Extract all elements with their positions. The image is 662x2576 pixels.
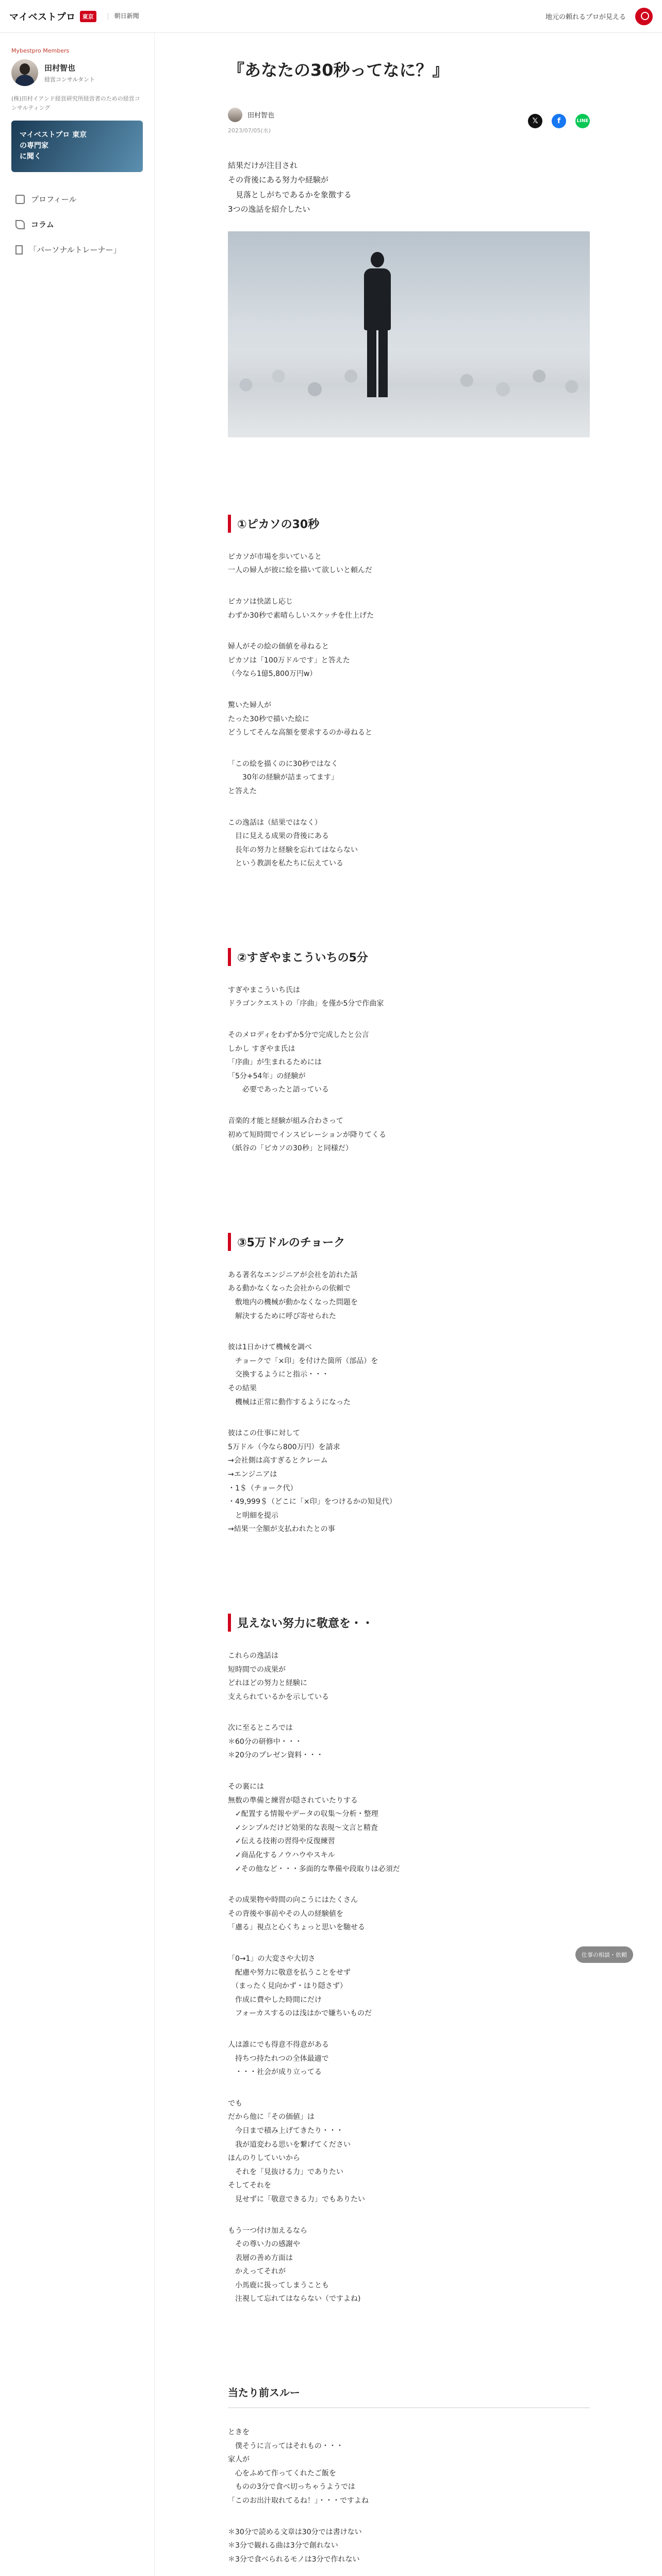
paragraph-line: と明細を提示 — [228, 1511, 278, 1520]
paragraph-line: ✓配置する情報やデータの収集～分析・整理 — [228, 1810, 378, 1819]
paragraph-line: 無数の準備と練習が隠されていたりする — [228, 1796, 358, 1805]
paragraph-line: 30年の経験が詰まってます」 — [228, 773, 338, 782]
paragraph-line: 目に見える成果の背後にある — [228, 832, 329, 841]
paragraph-line: 解決するために呼び寄せられた — [228, 1312, 336, 1320]
paragraph-line: 敷地内の機械が動かなくなった問題を — [228, 1298, 358, 1307]
bookmark-icon — [15, 245, 23, 255]
paragraph-line: ・1＄（チョーク代） — [228, 1484, 297, 1493]
paragraph-line: そしてそれを — [228, 2181, 271, 2190]
paragraph-line: ものの3分で食べ切っちゃうようでは — [228, 2483, 355, 2492]
avatar — [11, 59, 38, 86]
paragraph-line: 5万ドル（今なら800万円）を請求 — [228, 1443, 340, 1451]
paragraph-line: 初めて短時間でインスピレーションが降りてくる — [228, 1130, 387, 1139]
paragraph-line: ✓その他など・・・多面的な準備や段取りは必須だ — [228, 1865, 400, 1873]
paragraph-line: （まったく見向かず・ほり隠さず） — [228, 1982, 347, 1991]
paragraph-line: ✓伝える技術の習得や反復練習 — [228, 1837, 335, 1846]
paragraph-line: しかし すぎやま氏は — [228, 1044, 295, 1053]
paragraph — [228, 984, 590, 1011]
paragraph-line: 人は誰にでも得意不得意がある — [228, 2040, 329, 2049]
paragraph-line: ピカソは「100万ドルです」と答えた — [228, 656, 350, 665]
paragraph-line: その背後や事前やその人の経験値を — [228, 1909, 343, 1918]
author-name: 田村智也 — [247, 112, 275, 120]
paragraph-line: 婦人がその絵の価値を尋ねると — [228, 642, 329, 651]
paragraph-line: 音楽的才能と経験が組み合わさって — [228, 1117, 343, 1126]
paragraph-line: （紙谷の「ピカソの30秒」と同様だ） — [228, 1144, 353, 1153]
article-meta — [228, 108, 590, 134]
paragraph — [228, 1028, 590, 1097]
paragraph-line: その成果物や時間の向こうにはたくさん — [228, 1896, 358, 1905]
paragraph — [228, 550, 590, 578]
paragraph-line: ピカソは快諾し応じ — [228, 597, 293, 606]
sidebar-banner[interactable]: マイベストプロ 東京 の専門家 に聞く — [11, 121, 143, 172]
paragraph-line: →エンジニアは — [228, 1470, 277, 1479]
paragraph-line: という教訓を私たちに伝えている — [228, 859, 343, 868]
intro-line: その背後にある努力や経験が — [228, 175, 329, 185]
paragraph-line: ときを — [228, 2428, 250, 2437]
paragraph-line: 見せずに「敬意できる力」でもありたい — [228, 2195, 365, 2204]
paragraph — [228, 1341, 590, 1409]
paragraph-line: 交換するようにと指示・・・ — [228, 1370, 329, 1379]
paragraph-line: 僕そうに言ってはそれもの・・・ — [228, 2442, 343, 2450]
paragraph-line: →結果一全額が支払われたとの事 — [228, 1525, 335, 1534]
sidebar-item-label: プロフィール — [31, 195, 77, 205]
paragraph-line: その裏には — [228, 1783, 264, 1791]
paragraph — [228, 816, 590, 871]
facebook-icon[interactable]: f — [552, 114, 566, 128]
paragraph — [228, 2224, 590, 2307]
paragraph-line: 持ちつ持たれつの全体最適で — [228, 2054, 329, 2063]
paragraph-line: 短時間での成果が — [228, 1665, 286, 1674]
consult-button[interactable]: 仕事の相談・依頼 — [575, 1946, 633, 1963]
line-icon[interactable]: LINE — [575, 114, 590, 128]
paragraph-line: 「0→1」の大変さや大切さ — [228, 1955, 316, 1963]
paragraph-line: ＊3分で観れる曲は3分で創れない — [228, 2541, 338, 2550]
paragraph — [228, 640, 590, 681]
paragraph-line: ・49,999＄（どこに「×印」をつけるかの知見代） — [228, 1498, 396, 1506]
paragraph-line: 「序曲」が生まれるためには — [228, 1058, 322, 1067]
section-heading: 見えない努力に敬意を・・ — [228, 1614, 590, 1632]
article-date: 2023/07/05(水) — [228, 127, 271, 134]
paragraph — [228, 757, 590, 799]
paragraph — [228, 1952, 590, 2021]
paragraph-line: でも — [228, 2099, 242, 2108]
paragraph-line: この逸話は（結果ではなく） — [228, 818, 322, 827]
sidebar — [0, 33, 155, 2576]
article-main — [155, 33, 662, 2576]
paragraph-line: ＊60分の研修中・・・ — [228, 1737, 302, 1746]
article-intro — [228, 158, 590, 217]
paragraph-line: 心をふめて作ってくれたご飯を — [228, 2469, 336, 2478]
paragraph-line: フォーカスするのは浅はかで嫌ちいものだ — [228, 2009, 372, 2018]
intro-line: 結果だけが注目され — [228, 160, 298, 170]
paragraph — [228, 2426, 590, 2508]
share-buttons — [528, 114, 590, 128]
paragraph-line: その尊い力の感謝や — [228, 2240, 300, 2249]
paragraph-line: もう一つ付け加えるなら — [228, 2226, 307, 2235]
paragraph — [228, 2526, 590, 2567]
paragraph-line: 家人が — [228, 2455, 250, 2464]
paragraph-line: これらの逸話は — [228, 1651, 278, 1660]
paragraph-line: かえってそれが — [228, 2267, 286, 2276]
paragraph-line: →会社側は高すぎるとクレーム — [228, 1456, 328, 1465]
paragraph-line: 「慮る」視点と心くちょっと思いを馳せる — [228, 1923, 365, 1932]
paragraph — [228, 699, 590, 740]
paragraph-line: だから他に「その価値」は — [228, 2113, 315, 2122]
paragraph-line: 小馬鹿に扱ってしまうことも — [228, 2281, 329, 2290]
paragraph — [228, 2038, 590, 2079]
hero-image — [228, 231, 590, 437]
paragraph-line: ＊3分で食べられるモノは3分で作れない — [228, 2555, 360, 2564]
standing-figure — [362, 252, 393, 401]
paragraph-line: 「このお出汁取れてるね！」・・・ですよね — [228, 2497, 369, 2505]
paragraph-line: ピカソが市場を歩いていると — [228, 552, 322, 561]
paragraph-line: 彼は1日かけて機械を調べ — [228, 1343, 312, 1352]
paragraph-line: 「5分+54年」の経験が — [228, 1072, 306, 1080]
section-heading: ②すぎやまこういちの5分 — [228, 948, 590, 966]
sidebar-item-label: 「パーソナルトレーナー」 — [29, 245, 121, 255]
section-heading: 当たり前スルー — [228, 2386, 300, 2399]
paragraph-line: 表層の善め方面は — [228, 2253, 293, 2262]
paragraph-line: すぎやまこういち氏は — [228, 986, 300, 994]
paragraph-line: 彼はこの仕事に対して — [228, 1429, 300, 1438]
paragraph-line: ある著名なエンジニアが会社を訪れた話 — [228, 1270, 358, 1279]
sidebar-kicker: Mybestpro Members — [11, 47, 70, 54]
paragraph-line: ✓シンプルだけど効果的な表現～文言と精査 — [228, 1823, 378, 1832]
header-tagline-link[interactable]: 地元の頼れるプロが見える — [545, 13, 626, 21]
paragraph — [228, 595, 590, 622]
paragraph — [228, 1893, 590, 1935]
paragraph-line: 長年の努力と経験を忘れてはならない — [228, 845, 358, 854]
sidebar-description: (株)田村イアンド経営研究所経営者のための経営コンサルティング — [11, 95, 140, 111]
paragraph — [228, 1268, 590, 1323]
pen-icon — [15, 220, 25, 229]
sidebar-profile[interactable] — [11, 59, 143, 86]
paragraph-line: 驚いた婦人が — [228, 701, 271, 709]
paragraph — [228, 1114, 590, 1156]
paragraph-line: 作成に費やした時間にだけ — [228, 1995, 322, 2004]
site-header — [0, 0, 662, 33]
paragraph-line: その結果 — [228, 1384, 257, 1393]
paragraph-line: 必要であったと語っている — [228, 1086, 329, 1094]
paragraph-line: どうしてそんな高額を要求するのか尋ねると — [228, 728, 372, 737]
sidebar-nav — [11, 187, 143, 262]
paragraph-line: ドラゴンクエストの「序曲」を僅か5分で作曲家 — [228, 999, 384, 1008]
intro-line: 3つの逸話を紹介したい — [228, 205, 310, 214]
page-title: 『あなたの30秒ってなに？』 — [228, 60, 449, 80]
paragraph — [228, 1649, 590, 1704]
paragraph-line: 今日まで積み上げてきたり・・・ — [228, 2126, 343, 2135]
paragraph-line: ある動かなくなった会社からの依頼で — [228, 1284, 351, 1293]
paragraph-line: と答えた — [228, 787, 257, 795]
x-icon[interactable]: 𝕏 — [528, 114, 542, 128]
paragraph-line: それを「見抜ける力」でありたい — [228, 2167, 343, 2176]
paragraph-line: 配慮や努力に敬意を払うことをせず — [228, 1968, 351, 1977]
sidebar-item-label: コラム — [31, 220, 54, 230]
paragraph — [228, 1721, 590, 1762]
crowd-figures — [228, 350, 590, 437]
article-body — [228, 515, 590, 2576]
paragraph-line: 注視して忘れてはならない（ですよね) — [228, 2295, 361, 2303]
site-logo[interactable] — [9, 10, 139, 23]
sidebar-role: 経営コンサルタント — [44, 76, 95, 83]
paragraph-line: 我が道変わる思いを繋げてください — [228, 2140, 351, 2149]
paragraph-line: 支えられているかを示している — [228, 1692, 329, 1701]
paragraph-line: ＊30分で読める文章は30分では書けない — [228, 2528, 362, 2536]
region-badge: 東京 — [80, 11, 96, 22]
paragraph-line: 一人の婦人が彼に絵を描いて欲しいと頼んだ — [228, 566, 372, 575]
partner-logo: 朝日新聞 — [108, 13, 139, 20]
intro-line: 見落としがちであるかを象徴する — [228, 190, 352, 199]
profile-icon — [15, 195, 25, 204]
paragraph-line: ・・・社会が成り立ってる — [228, 2068, 322, 2077]
paragraph — [228, 2097, 590, 2207]
user-menu-icon[interactable] — [635, 8, 653, 25]
paragraph-line: （今なら1億5,800万円w） — [228, 670, 317, 679]
paragraph-line: わずか30秒で素晴らしいスケッチを仕上げた — [228, 611, 374, 620]
sidebar-item-trainer[interactable] — [11, 237, 143, 262]
paragraph-line: たった30秒で描いた絵に — [228, 715, 309, 723]
article-author[interactable] — [228, 108, 274, 122]
avatar — [228, 108, 242, 122]
logo-text: マイベストプロ — [9, 11, 76, 23]
section-heading: ③5万ドルのチョーク — [228, 1233, 590, 1251]
sidebar-name: 田村智也 — [44, 63, 76, 73]
paragraph-line: ✓商品化するノウハウやスキル — [228, 1851, 335, 1860]
paragraph-line: 「この絵を描くのに30秒ではなく — [228, 759, 338, 768]
paragraph-line: そのメロディをわずか5分で完成したと公言 — [228, 1031, 369, 1040]
sidebar-item-column[interactable] — [11, 212, 143, 237]
paragraph-line: 次に至るところでは — [228, 1724, 293, 1733]
paragraph-line: どれほどの努力と経験に — [228, 1679, 307, 1688]
paragraph-line: チョークで「×印」を付けた箇所（部品）を — [228, 1357, 378, 1365]
paragraph — [228, 1780, 590, 1876]
section-heading: ①ピカソの30秒 — [228, 515, 590, 533]
paragraph-line: ＊20分のプレゼン資料・・・ — [228, 1751, 324, 1760]
paragraph-line: ほんのりしていいから — [228, 2154, 300, 2163]
paragraph-line: 機械は正常に動作するようになった — [228, 1398, 351, 1406]
sidebar-item-profile[interactable] — [11, 187, 143, 212]
paragraph — [228, 1427, 590, 1536]
